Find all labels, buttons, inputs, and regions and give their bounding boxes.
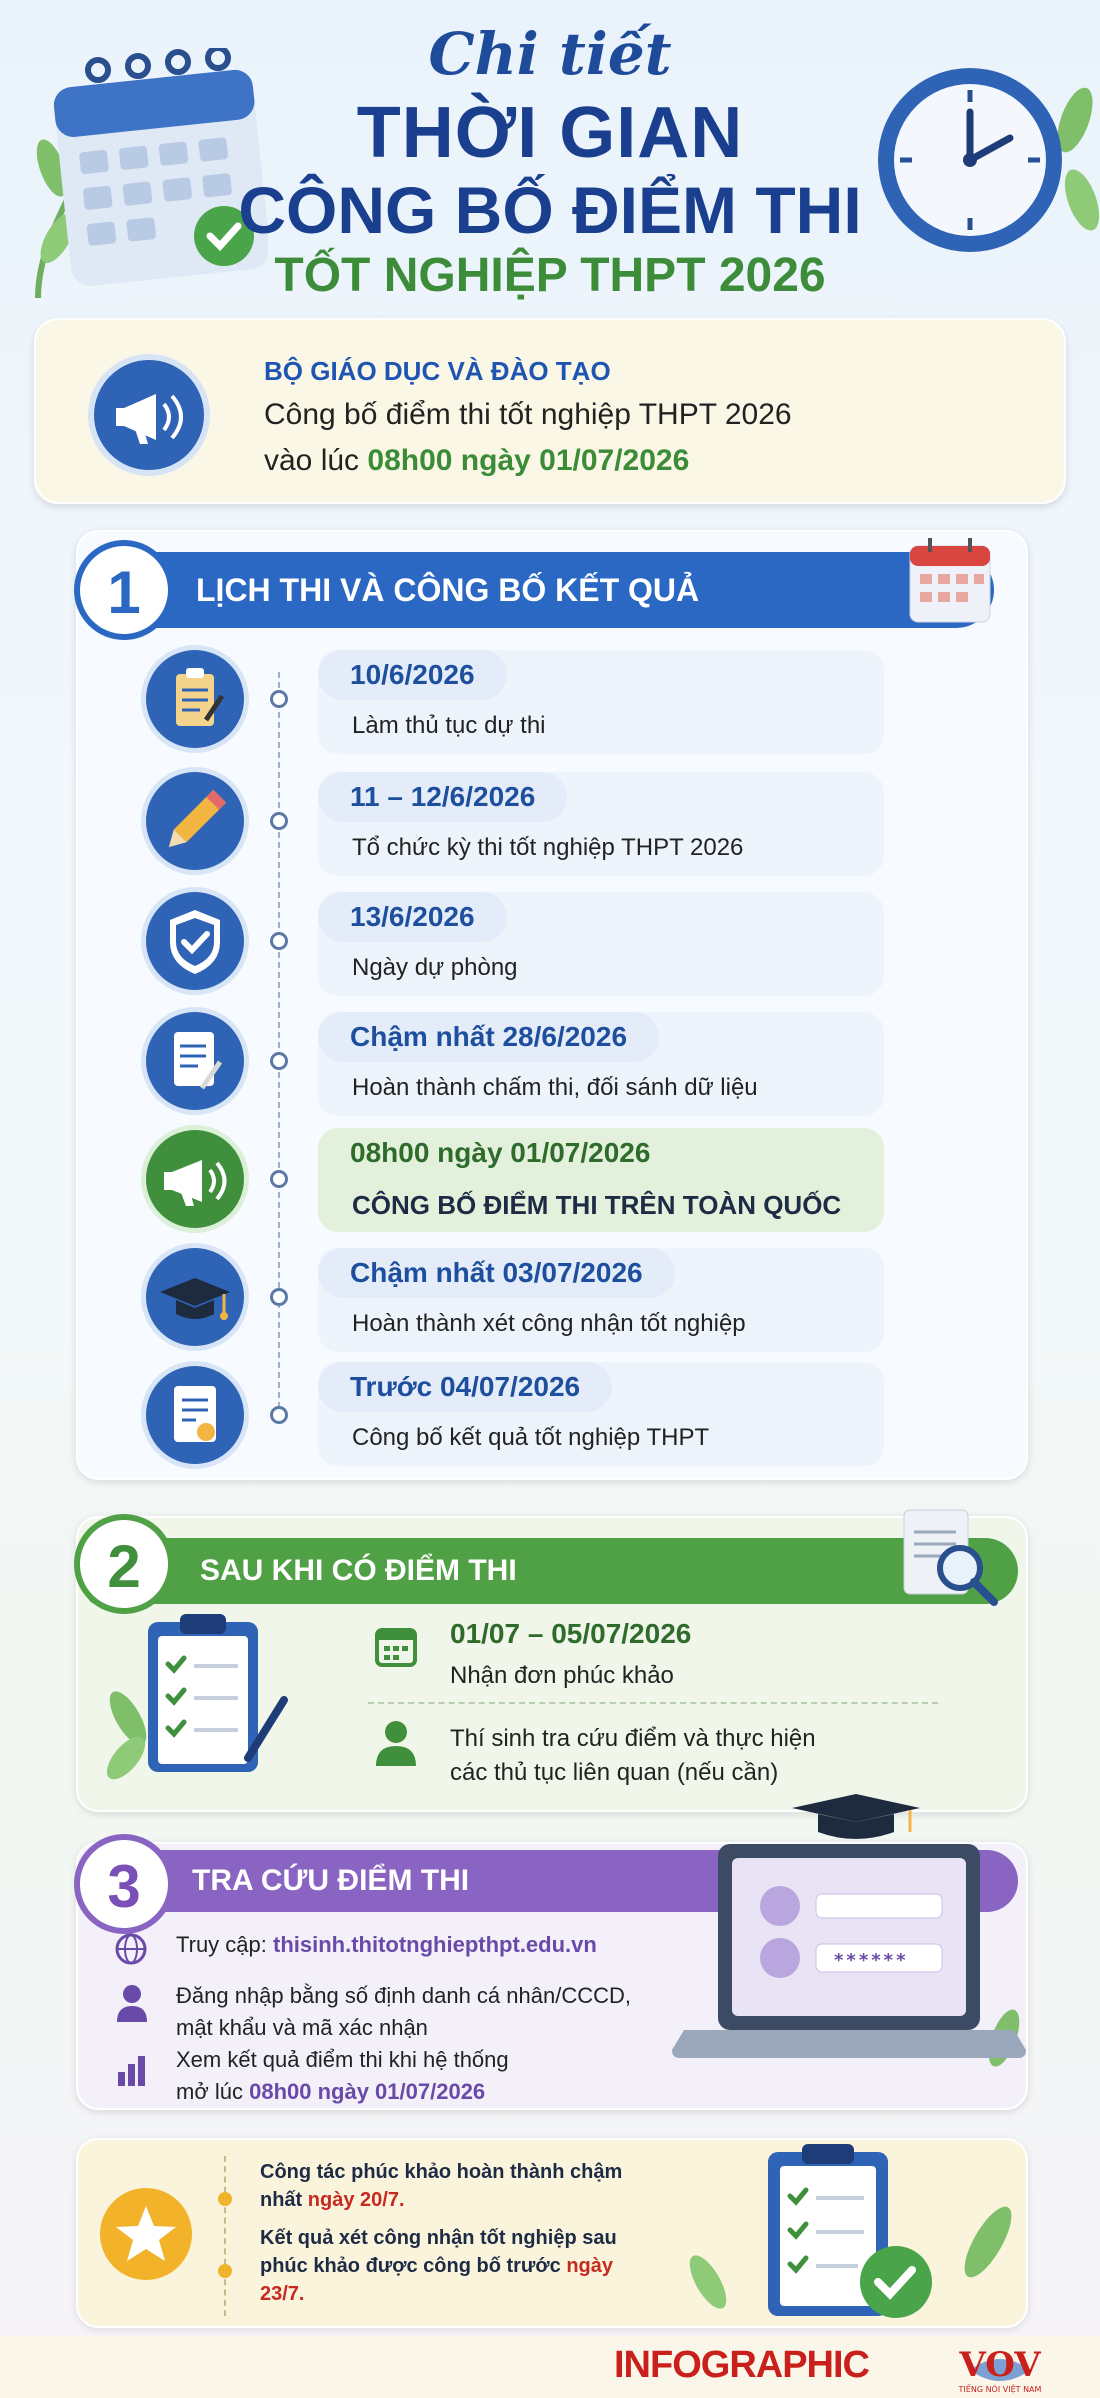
note-1: Công tác phúc khảo hoàn thành chậm nhất ngày 20/7.	[260, 2161, 623, 2211]
timeline-desc: Tổ chức kỳ thi tốt nghiệp THPT 2026	[352, 834, 744, 861]
note-box	[76, 2138, 1028, 2328]
timeline-desc: Làm thủ tục dự thi	[352, 712, 546, 739]
timeline-card-highlight	[318, 1128, 884, 1232]
section-2-bar	[88, 1538, 1018, 1604]
document-search-icon	[894, 1502, 1014, 1612]
section-lookup	[76, 1842, 1028, 2110]
globe-icon	[114, 1932, 148, 1966]
laptop-icon	[654, 1788, 1030, 2108]
password-mask: ******	[834, 1950, 909, 1971]
shield-check-icon	[146, 892, 244, 990]
person-icon	[374, 1718, 418, 1768]
title-line-3: CÔNG BỐ ĐIỂM THI	[238, 173, 862, 247]
review-date: 01/07 – 05/07/2026	[450, 1618, 692, 1649]
pencil-icon	[146, 772, 244, 870]
header	[0, 0, 1100, 320]
section-3-title: TRA CỨU ĐIỂM THI	[192, 1864, 470, 1897]
timeline-card	[318, 1362, 884, 1466]
timeline-dot	[270, 690, 288, 708]
footer	[0, 2336, 1100, 2398]
title-line-4: TỐT NGHIỆP THPT 2026	[274, 249, 826, 302]
calendar-icon	[374, 1624, 418, 1668]
section-2-title: SAU KHI CÓ ĐIỂM THI	[200, 1554, 517, 1587]
clipboard-icon	[146, 650, 244, 748]
timeline-card	[318, 1012, 884, 1116]
announce-line-1: Công bố điểm thi tốt nghiệp THPT 2026	[264, 398, 792, 431]
svg-text:VOV: VOV	[959, 2345, 1041, 2385]
bar-chart-icon	[116, 2052, 148, 2086]
title-line-1: Chi tiết	[428, 20, 672, 88]
person-icon	[116, 1984, 148, 2024]
star-icon	[96, 2184, 196, 2284]
checklist-icon	[98, 1608, 298, 1788]
login-note: Đăng nhập bằng số định danh cá nhân/CCCD, mật khẩu và mã xác nhận	[176, 1983, 631, 2040]
note-2: Kết quả xét công nhận tốt nghiệp sau phúc khảo được công bố trước ngày 23/7.	[260, 2227, 617, 2305]
infographic-label: INFOGRAPHIC	[614, 2344, 869, 2386]
divider	[368, 1702, 938, 1704]
document-icon	[146, 1012, 244, 1110]
timeline-dot	[270, 812, 288, 830]
timeline-dot	[270, 1052, 288, 1070]
certificate-icon	[146, 1366, 244, 1464]
announce-line-2: vào lúc 08h00 ngày 01/07/2026	[264, 444, 690, 477]
timeline-card	[318, 650, 884, 754]
access-url[interactable]: thisinh.thitotnghiepthpt.edu.vn	[273, 1932, 597, 1957]
section-1-title: LỊCH THI VÀ CÔNG BỐ KẾT QUẢ	[196, 572, 700, 608]
section-1-bar	[88, 552, 994, 628]
timeline-date: Chậm nhất 03/07/2026	[318, 1248, 675, 1298]
section-after-scores	[76, 1516, 1028, 1812]
timeline-date: 10/6/2026	[318, 650, 507, 700]
timeline-desc: Ngày dự phòng	[352, 954, 518, 981]
timeline-desc: CÔNG BỐ ĐIỂM THI TRÊN TOÀN QUỐC	[352, 1190, 842, 1220]
timeline-dot	[270, 1170, 288, 1188]
section-2-number: 2	[74, 1514, 174, 1614]
vov-logo	[930, 2340, 1070, 2396]
timeline-date: Chậm nhất 28/6/2026	[318, 1012, 659, 1062]
graduation-cap-icon	[146, 1248, 244, 1346]
timeline-desc: Công bố kết quả tốt nghiệp THPT	[352, 1424, 710, 1451]
timeline-dot	[270, 1406, 288, 1424]
announce-time: 08h00 ngày 01/07/2026	[367, 444, 690, 477]
section-1-number: 1	[74, 540, 174, 640]
calendar-small-icon	[902, 532, 998, 628]
timeline-date: 11 – 12/6/2026	[318, 772, 567, 822]
timeline-desc: Hoàn thành chấm thi, đối sánh dữ liệu	[352, 1074, 758, 1101]
timeline-desc: Hoàn thành xét công nhận tốt nghiệp	[352, 1310, 746, 1337]
note-line	[224, 2156, 226, 2316]
timeline-card	[318, 1248, 884, 1352]
svg-text:TIẾNG NÓI VIỆT NAM: TIẾNG NÓI VIỆT NAM	[958, 2385, 1042, 2394]
timeline-date: 08h00 ngày 01/07/2026	[350, 1137, 651, 1168]
view-note: Xem kết quả điểm thi khi hệ thống mở lúc 08h00 ngày 01/07/2026	[176, 2047, 509, 2104]
ministry-name: BỘ GIÁO DỤC VÀ ĐÀO TẠO	[264, 356, 611, 386]
timeline-date: Trước 04/07/2026	[318, 1362, 612, 1412]
timeline-dot	[270, 1288, 288, 1306]
timeline-dot	[270, 932, 288, 950]
timeline-card	[318, 772, 884, 876]
review-desc: Nhận đơn phúc khảo	[450, 1662, 674, 1689]
clipboard-check-icon	[688, 2132, 1018, 2332]
timeline-card	[318, 892, 884, 996]
section-3-number: 3	[74, 1834, 174, 1934]
megaphone-icon	[146, 1130, 244, 1228]
note-dot	[218, 2264, 232, 2278]
megaphone-icon	[94, 360, 204, 470]
timeline-date: 13/6/2026	[318, 892, 507, 942]
ministry-card	[34, 318, 1066, 504]
title-line-2: THỜI GIAN	[356, 93, 744, 173]
access-line: Truy cập: thisinh.thitotnghiepthpt.edu.vn	[176, 1932, 597, 1957]
person-note: Thí sinh tra cứu điểm và thực hiện các thủ tục liên quan (nếu cần)	[450, 1725, 816, 1786]
note-dot	[218, 2192, 232, 2206]
